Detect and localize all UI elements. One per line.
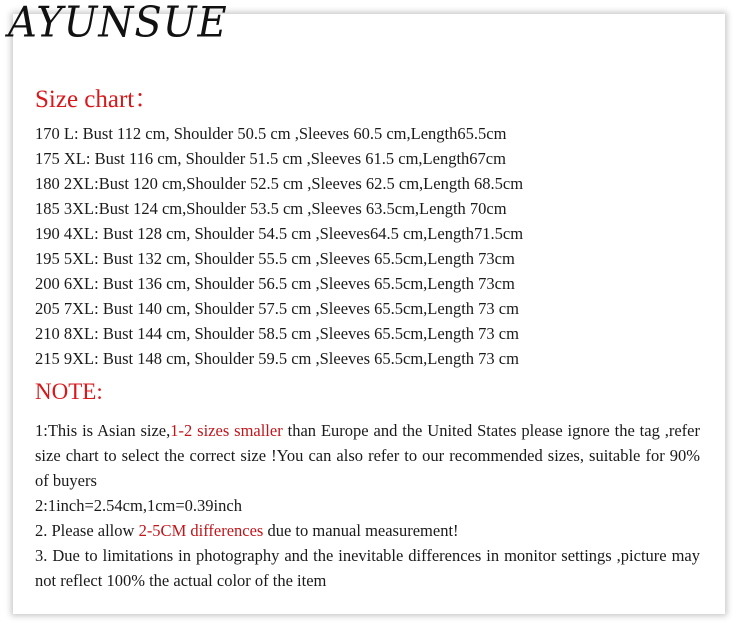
- note-highlight: 2-5CM differences: [138, 521, 264, 540]
- note-highlight: 1-2 sizes smaller: [170, 421, 283, 440]
- size-row: 185 3XL:Bust 124 cm,Shoulder 53.5 cm ,Sleeves 63.5cm,Length 70cm: [35, 199, 507, 218]
- note-item-conversion: 2:1inch=2.54cm,1cm=0.39inch: [35, 496, 242, 515]
- note-item-measurement: [35, 518, 700, 543]
- note-text: due to manual measurement!: [263, 521, 459, 540]
- size-row: 210 8XL: Bust 144 cm, Shoulder 58.5 cm ,Sleeves 65.5cm,Length 73 cm: [35, 324, 519, 343]
- size-chart-title: Size chart：: [35, 86, 160, 113]
- note-text: than Europe and the United States please ignore the tag ,refer size chart to select the correct size !You can also refer to our recommended sizes, suitable for 90% of buyers: [35, 421, 700, 490]
- size-row: 205 7XL: Bust 140 cm, Shoulder 57.5 cm ,Sleeves 65.5cm,Length 73 cm: [35, 299, 519, 318]
- size-row: 175 XL: Bust 116 cm, Shoulder 51.5 cm ,Sleeves 61.5 cm,Length67cm: [35, 149, 506, 168]
- size-row: 195 5XL: Bust 132 cm, Shoulder 55.5 cm ,Sleeves 65.5cm,Length 73cm: [35, 249, 515, 268]
- notes-section: [35, 418, 700, 593]
- size-row: 200 6XL: Bust 136 cm, Shoulder 56.5 cm ,Sleeves 65.5cm,Length 73cm: [35, 274, 515, 293]
- note-text: 2. Please allow: [35, 521, 139, 540]
- size-row: 180 2XL:Bust 120 cm,Shoulder 52.5 cm ,Sleeves 62.5 cm,Length 68.5cm: [35, 174, 524, 193]
- brand-logo: AYUNSUE: [8, 0, 228, 48]
- size-chart-rows: [35, 121, 715, 371]
- note-text: 1:This is Asian size,: [35, 421, 171, 440]
- note-item-color-disclaimer: 3. Due to limitations in photography and the inevitable differences in monitor settings ,picture may not reflect 100% the actual color of the item: [35, 546, 700, 590]
- note-item-asian-size: [35, 418, 700, 493]
- size-row: 170 L: Bust 112 cm, Shoulder 50.5 cm ,Sleeves 60.5 cm,Length65.5cm: [35, 124, 507, 143]
- size-row: 215 9XL: Bust 148 cm, Shoulder 59.5 cm ,Sleeves 65.5cm,Length 73 cm: [35, 349, 519, 368]
- size-row: 190 4XL: Bust 128 cm, Shoulder 54.5 cm ,Sleeves64.5 cm,Length71.5cm: [35, 224, 524, 243]
- note-title: NOTE:: [35, 379, 103, 404]
